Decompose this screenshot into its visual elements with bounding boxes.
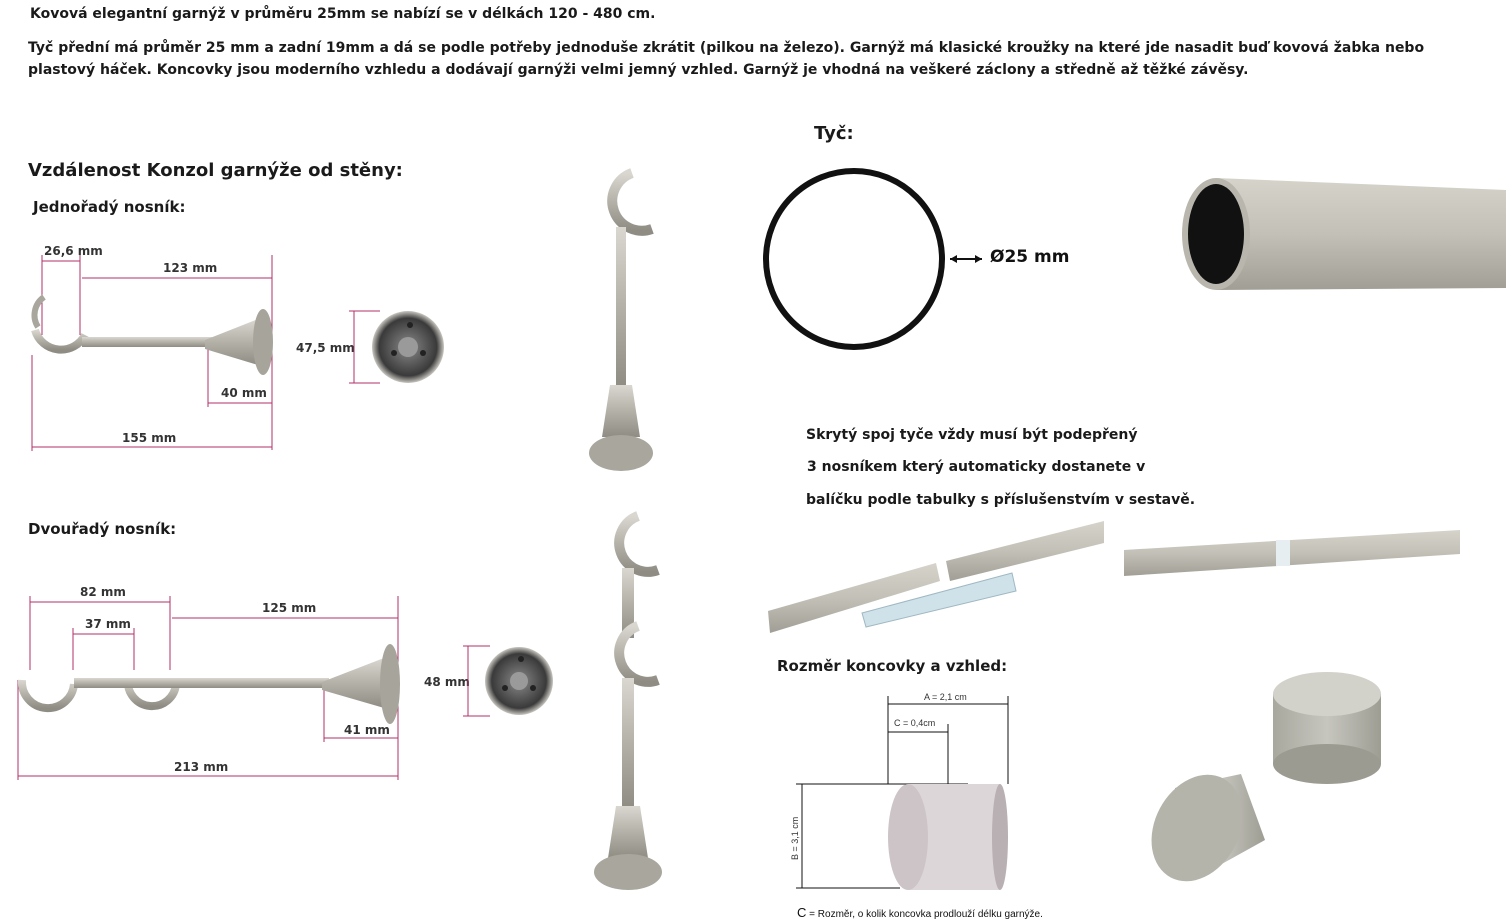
double-bracket-diagram	[0, 580, 570, 780]
rod-photo	[1180, 170, 1506, 300]
rod-heading: Tyč:	[814, 123, 854, 144]
endcap-dim-a: A = 2,1 cm	[924, 692, 967, 702]
single-bracket-photo	[580, 165, 680, 477]
rod-note-1: Skrytý spoj tyče vždy musí být podepřený	[806, 427, 1138, 443]
dim-total: 155 mm	[122, 431, 177, 445]
dim-plate: 47,5 mm	[296, 341, 355, 355]
intro-line-1: Kovová elegantní garnýž v průměru 25mm se nabízí se v délkách 120 - 480 cm.	[30, 6, 656, 22]
dim-base: 40 mm	[221, 386, 267, 400]
intro-paragraph: Tyč přední má průměr 25 mm a zadní 19mm a dá se podle potřeby jednoduše zkrátit (pilkou na železo). Garnýž má klasické kroužky na které jde nasadit buď kovová žabka nebo plastový háček. Koncovky jsou moderního vzhledu a dodávají garnýži velmi jemný vzhled. Garnýž je vhodná na veškeré záclony a středně až těžké závěsy.	[28, 40, 1425, 78]
endcap-caption-letter: C	[797, 905, 807, 920]
endcap-heading: Rozměr koncovky a vzhled:	[777, 657, 1008, 675]
dim-span: 82 mm	[80, 585, 126, 599]
double-bracket-photo	[580, 508, 690, 893]
brackets-heading: Vzdálenost Konzol garnýže od stěny:	[28, 160, 403, 181]
endcap-caption	[797, 905, 1043, 920]
dim-total2: 213 mm	[174, 760, 229, 774]
dim-hook: 26,6 mm	[44, 244, 103, 258]
single-bracket-diagram	[0, 235, 460, 465]
endcap-photo	[1145, 670, 1390, 890]
dim-rod2: 125 mm	[262, 601, 317, 615]
single-bracket-label: Jednořadý nosník:	[33, 198, 186, 216]
dim-base2: 41 mm	[344, 723, 390, 737]
rod-joint-closed-photo	[1122, 528, 1462, 588]
endcap-caption-text: = Rozměr, o kolik koncovka prodlouží délku garnýže.	[806, 909, 1043, 920]
double-bracket-label: Dvouřadý nosník:	[28, 520, 177, 538]
rod-diameter: Ø25 mm	[990, 247, 1070, 267]
endcap-dimension-diagram	[780, 688, 1080, 898]
rod-note-2: 3 nosníkem který automaticky dostanete v	[807, 459, 1146, 475]
endcap-dim-b: B = 3,1 cm	[790, 816, 800, 860]
rod-note-3: balíčku podle tabulky s příslušenstvím v sestavě.	[806, 492, 1196, 508]
endcap-dim-c: C = 0,4cm	[894, 718, 936, 728]
dim-plate2: 48 mm	[424, 675, 470, 689]
dim-rod: 123 mm	[163, 261, 218, 275]
rod-joint-open-photo	[766, 515, 1106, 640]
dim-gap: 37 mm	[85, 617, 131, 631]
